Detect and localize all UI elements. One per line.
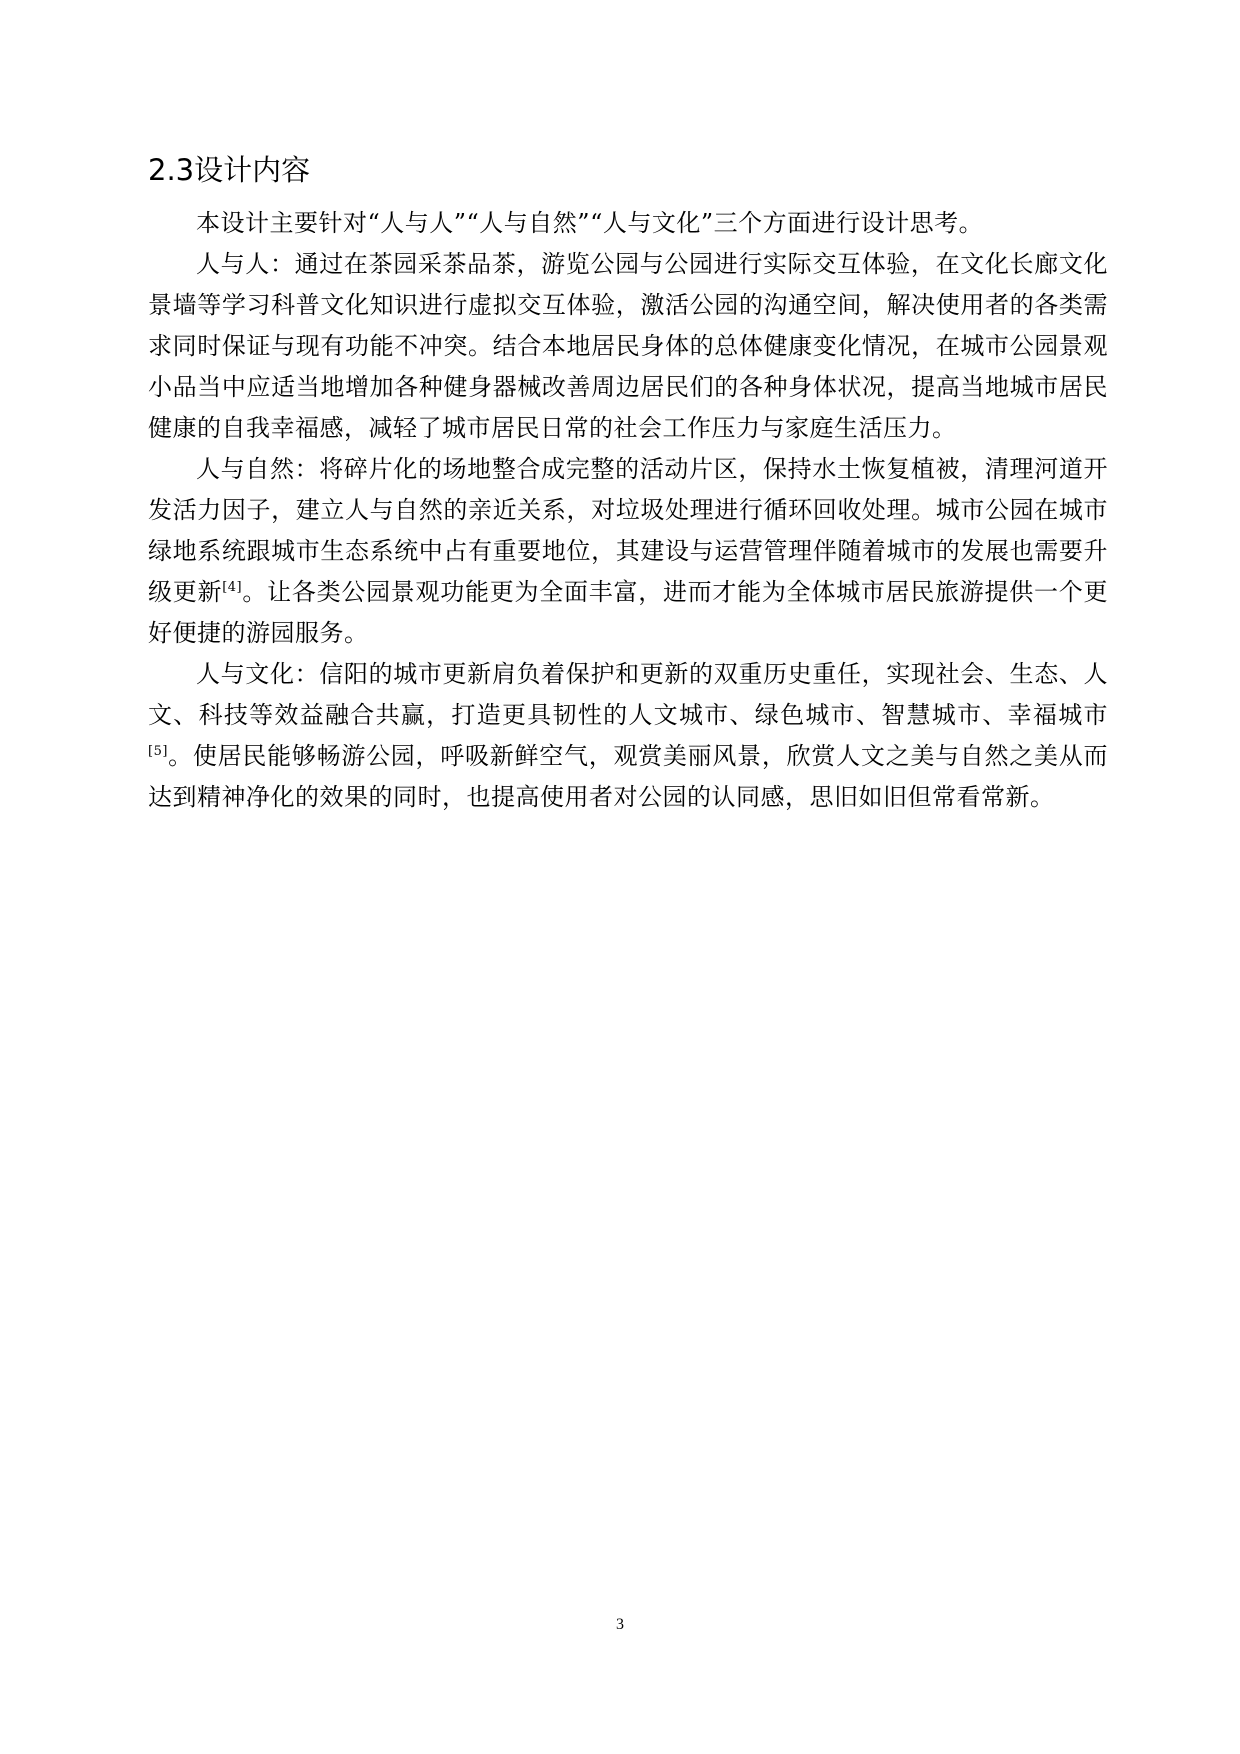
paragraph-text: 。使居民能够畅游公园，呼吸新鲜空气，观赏美丽风景，欣赏人文之美与自然之美从而达到精神净化的效果的同时，也提高使用者对公园的认同感，思旧如旧但常看常新。 <box>148 742 1108 811</box>
paragraph-people-and-people <box>148 244 1108 449</box>
paragraph-people-and-culture <box>148 654 1108 818</box>
paragraph-text: 。让各类公园景观功能更为全面丰富，进而才能为全体城市居民旅游提供一个更好便捷的游园服务。 <box>148 578 1108 647</box>
section-body <box>148 203 1108 818</box>
paragraph-intro <box>148 203 1108 244</box>
section-heading: 2.3设计内容 <box>148 153 311 187</box>
citation-ref-5[interactable]: [5] <box>148 744 168 759</box>
page-number: 3 <box>616 1616 624 1633</box>
paragraph-text: 人与自然：将碎片化的场地整合成完整的活动片区，保持水土恢复植被，清理河道开发活力因子，建立人与自然的亲近关系，对垃圾处理进行循环回收处理。城市公园在城市绿地系统跟城市生态系统中占有重要地位，其建设与运营管理伴随着城市的发展也需要升级更新 <box>148 455 1108 606</box>
citation-ref-4[interactable]: [4] <box>222 580 243 595</box>
paragraph-text: 人与文化：信阳的城市更新肩负着保护和更新的双重历史重任，实现社会、生态、人文、科技等效益融合共赢，打造更具韧性的人文城市、绿色城市、智慧城市、幸福城市 <box>148 660 1108 729</box>
paragraph-text: 本设计主要针对“人与人”“人与自然”“人与文化”三个方面进行设计思考。 <box>196 209 984 237</box>
paragraph-text: 人与人：通过在茶园采茶品茶，游览公园与公园进行实际交互体验，在文化长廊文化景墙等学习科普文化知识进行虚拟交互体验，激活公园的沟通空间，解决使用者的各类需求同时保证与现有功能不冲突。结合本地居民身体的总体健康变化情况，在城市公园景观小品当中应适当地增加各种健身器械改善周边居民们的各种身体状况，提高当地城市居民健康的自我幸福感，减轻了城市居民日常的社会工作压力与家庭生活压力。 <box>148 250 1108 442</box>
paragraph-people-and-nature <box>148 449 1108 654</box>
